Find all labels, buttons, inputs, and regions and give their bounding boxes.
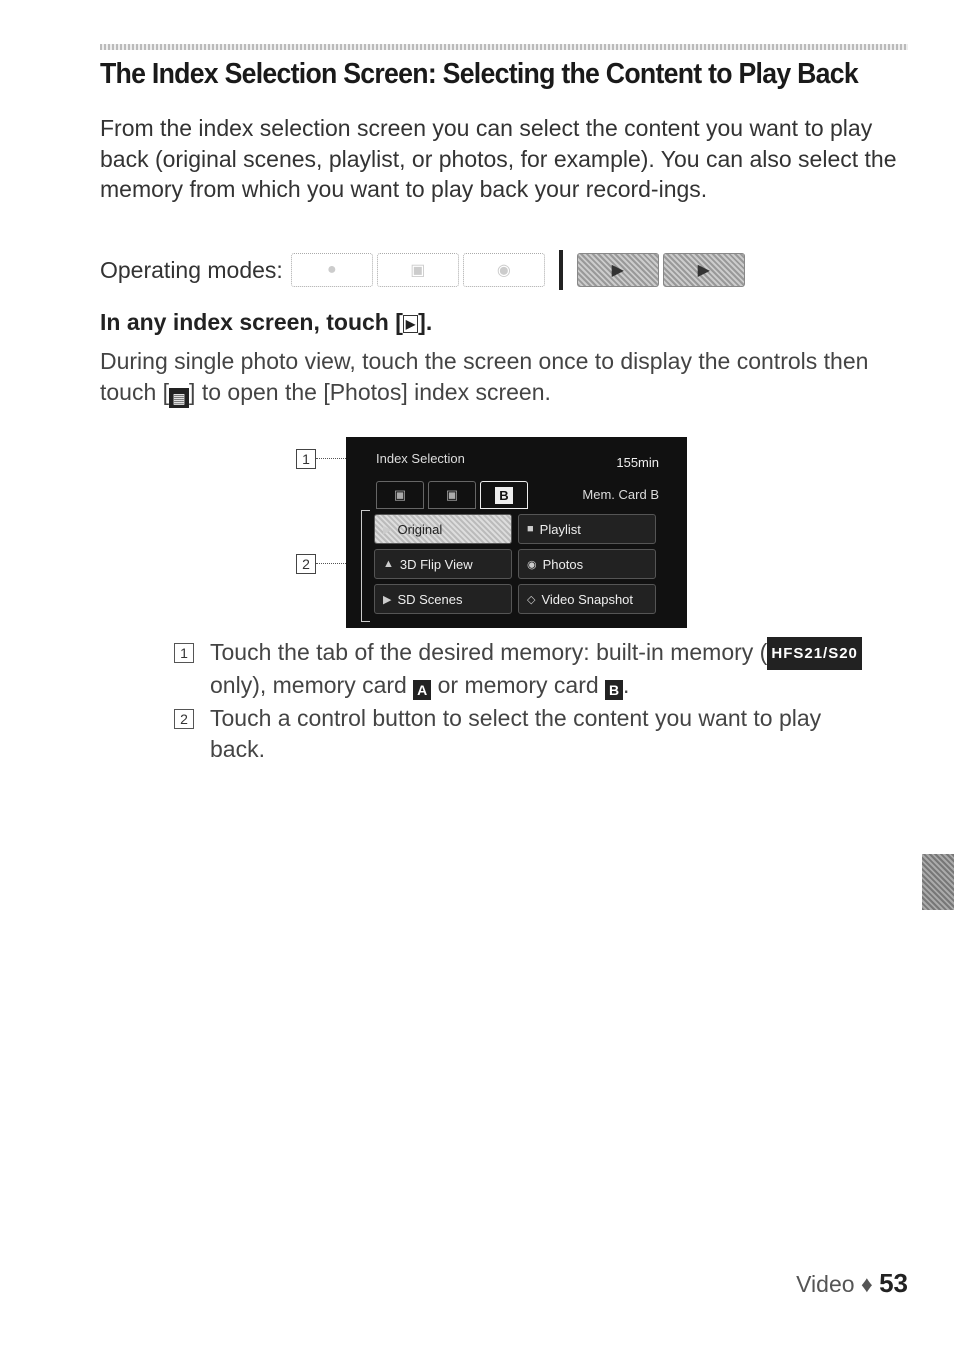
photos-button[interactable]: [518, 549, 656, 579]
page-title: The Index Selection Screen: Selecting the Content to Play Back: [100, 58, 858, 90]
flip-view-button[interactable]: [374, 549, 512, 579]
remaining-time: 155min: [616, 455, 659, 470]
sd-scenes-button[interactable]: [374, 584, 512, 614]
memory-label: Mem. Card B: [582, 487, 659, 502]
video-snapshot-icon: ◇: [527, 593, 536, 606]
video-snapshot-label: Video Snapshot: [541, 591, 634, 607]
operating-modes: [100, 250, 749, 290]
top-rule: [100, 44, 908, 50]
index-selection-screen: [346, 437, 687, 628]
footer-bullet: ♦: [860, 1271, 873, 1297]
step-heading-suffix: ].: [418, 309, 433, 335]
photo-index-icon: ▦: [169, 388, 189, 408]
note-2-number: 2: [174, 709, 194, 729]
chapter-tab: [922, 854, 954, 910]
control-buttons: [374, 514, 658, 614]
index-playback-icon: ▶: [403, 315, 418, 333]
screen-header: Index Selection: [376, 451, 465, 466]
playback-photo-icon: ▶: [663, 253, 745, 287]
step-heading-prefix: In any index screen, touch [: [100, 309, 403, 335]
photos-icon: ◉: [527, 558, 537, 571]
playback-movie-icon: ▶: [577, 253, 659, 287]
footer-section: Video: [796, 1271, 855, 1297]
tab-memory-card-b[interactable]: [480, 481, 528, 509]
card-a-badge: A: [413, 680, 431, 700]
note-1-end: .: [623, 672, 630, 698]
video-snapshot-button[interactable]: [518, 584, 656, 614]
tab-built-in-memory[interactable]: ▣: [376, 481, 424, 509]
note-1-prefix: Touch the tab of the desired memory: built-in memory (: [210, 639, 768, 665]
original-label: Original: [397, 521, 443, 537]
card-b-badge: B: [605, 680, 623, 700]
page-number: 53: [879, 1268, 908, 1298]
movie-camera-icon: ●: [291, 253, 373, 287]
note-2-text: Touch a control button to select the content you want to play back.: [210, 705, 822, 762]
original-icon: ▶: [383, 523, 392, 536]
note-1-or: or memory card: [431, 672, 606, 698]
step-body-suffix: ] to open the [Photos] index screen.: [189, 379, 551, 405]
modes-label: Operating modes:: [100, 256, 283, 283]
photos-label: Photos: [542, 556, 584, 572]
playlist-icon: ■: [527, 523, 534, 535]
original-button[interactable]: [374, 514, 512, 544]
note-1-text: [210, 637, 874, 701]
intro-paragraph: From the index selection screen you can select the content you want to play back (original scenes, playlist, or photos, for example). You can also select the memory from which you want to play back your record-ings.: [100, 115, 897, 202]
note-1-number: 1: [174, 643, 194, 663]
memory-tabs: [376, 481, 532, 509]
callout-2: 2: [296, 554, 316, 574]
controls-bracket: [361, 510, 370, 622]
sd-scenes-label: SD Scenes: [397, 591, 463, 607]
note-2: [174, 703, 874, 765]
step-heading: [100, 309, 432, 336]
flip-view-label: 3D Flip View: [399, 556, 473, 572]
sd-scenes-icon: ▶: [383, 593, 392, 606]
step-body-prefix: During single photo view, touch the screen once to display the controls then touch [: [100, 348, 869, 405]
model-badge: HFS21/S20: [767, 637, 862, 670]
flip-view-icon: ▲: [383, 558, 394, 570]
page-footer: [796, 1268, 908, 1299]
note-1: [174, 637, 874, 701]
tab-memory-card-b-label: B: [495, 487, 512, 504]
playlist-button[interactable]: [518, 514, 656, 544]
film-camera-icon: ▣: [377, 253, 459, 287]
note-1-middle: only), memory card: [210, 672, 414, 698]
step-body: [100, 346, 900, 408]
still-camera-icon: ◉: [463, 253, 545, 287]
mode-separator: [559, 250, 563, 290]
callout-1: 1: [296, 449, 316, 469]
tab-memory-card-a[interactable]: ▣: [428, 481, 476, 509]
playlist-label: Playlist: [539, 521, 581, 537]
